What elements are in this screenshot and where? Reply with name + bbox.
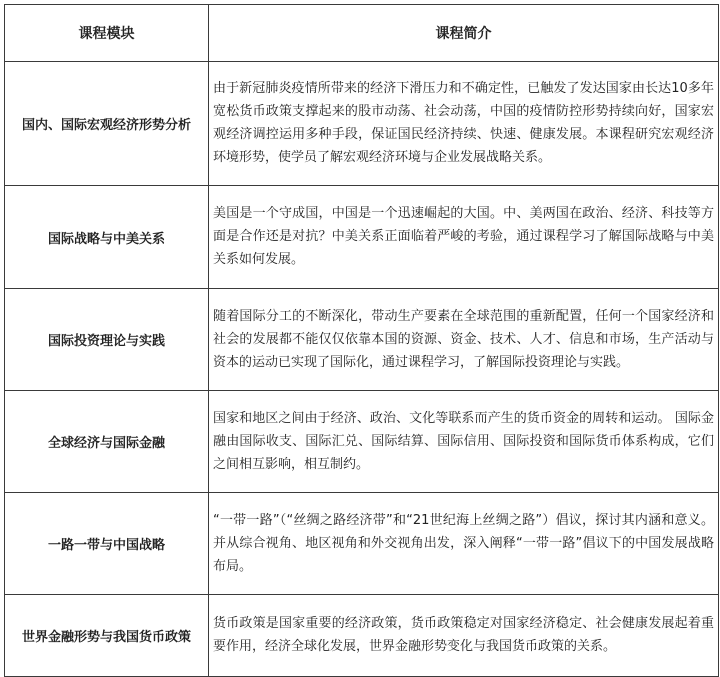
course-table xyxy=(4,4,719,677)
table-row xyxy=(5,289,719,391)
header-course-module: 课程模块 xyxy=(5,5,209,62)
table-row xyxy=(5,391,719,493)
table-row xyxy=(5,186,719,289)
course-intro-text: 随着国际分工的不断深化，带动生产要素在全球范围的重新配置，任何一个国家经济和社会的发展都不能仅仅依靠本国的资源、资金、技术、人才、信息和市场，生产活动与资本的运动已实现了国际化，通过课程学习，了解国际投资理论与实践。 xyxy=(209,289,719,391)
course-module-name: 国际战略与中美关系 xyxy=(5,186,209,289)
course-intro-text: 由于新冠肺炎疫情所带来的经济下滑压力和不确定性，已触发了发达国家由长达10多年宽松货币政策支撑起来的股市动荡、社会动荡，中国的疫情防控形势持续向好，国家宏观经济调控运用多种手段，保证国民经济持续、快速、健康发展。本课程研究宏观经济环境形势，使学员了解宏观经济环境与企业发展战略关系。 xyxy=(209,62,719,186)
course-module-name: 全球经济与国际金融 xyxy=(5,391,209,493)
table-row xyxy=(5,595,719,677)
table-row xyxy=(5,493,719,595)
course-intro-text: 货币政策是国家重要的经济政策，货币政策稳定对国家经济稳定、社会健康发展起着重要作用，经济全球化发展，世界金融形势变化与我国货币政策的关系。 xyxy=(209,595,719,677)
course-intro-text: 美国是一个守成国，中国是一个迅速崛起的大国。中、美两国在政治、经济、科技等方面是合作还是对抗？中美关系正面临着严峻的考验，通过课程学习了解国际战略与中美关系如何发展。 xyxy=(209,186,719,289)
table-header-row xyxy=(5,5,719,62)
course-intro-text: 国家和地区之间由于经济、政治、文化等联系而产生的货币资金的周转和运动。 国际金融由国际收支、国际汇兑、国际结算、国际信用、国际投资和国际货币体系构成，它们之间相互影响，相互制约。 xyxy=(209,391,719,493)
table-row xyxy=(5,62,719,186)
course-module-name: 国际投资理论与实践 xyxy=(5,289,209,391)
course-module-name: 世界金融形势与我国货币政策 xyxy=(5,595,209,677)
course-module-name: 国内、国际宏观经济形势分析 xyxy=(5,62,209,186)
course-intro-text: “一带一路”（“丝绸之路经济带”和“21世纪海上丝绸之路”）倡议，探讨其内涵和意义。并从综合视角、地区视角和外交视角出发，深入阐释“一带一路”倡议下的中国发展战略布局。 xyxy=(209,493,719,595)
header-course-intro: 课程简介 xyxy=(209,5,719,62)
course-module-name: 一路一带与中国战略 xyxy=(5,493,209,595)
